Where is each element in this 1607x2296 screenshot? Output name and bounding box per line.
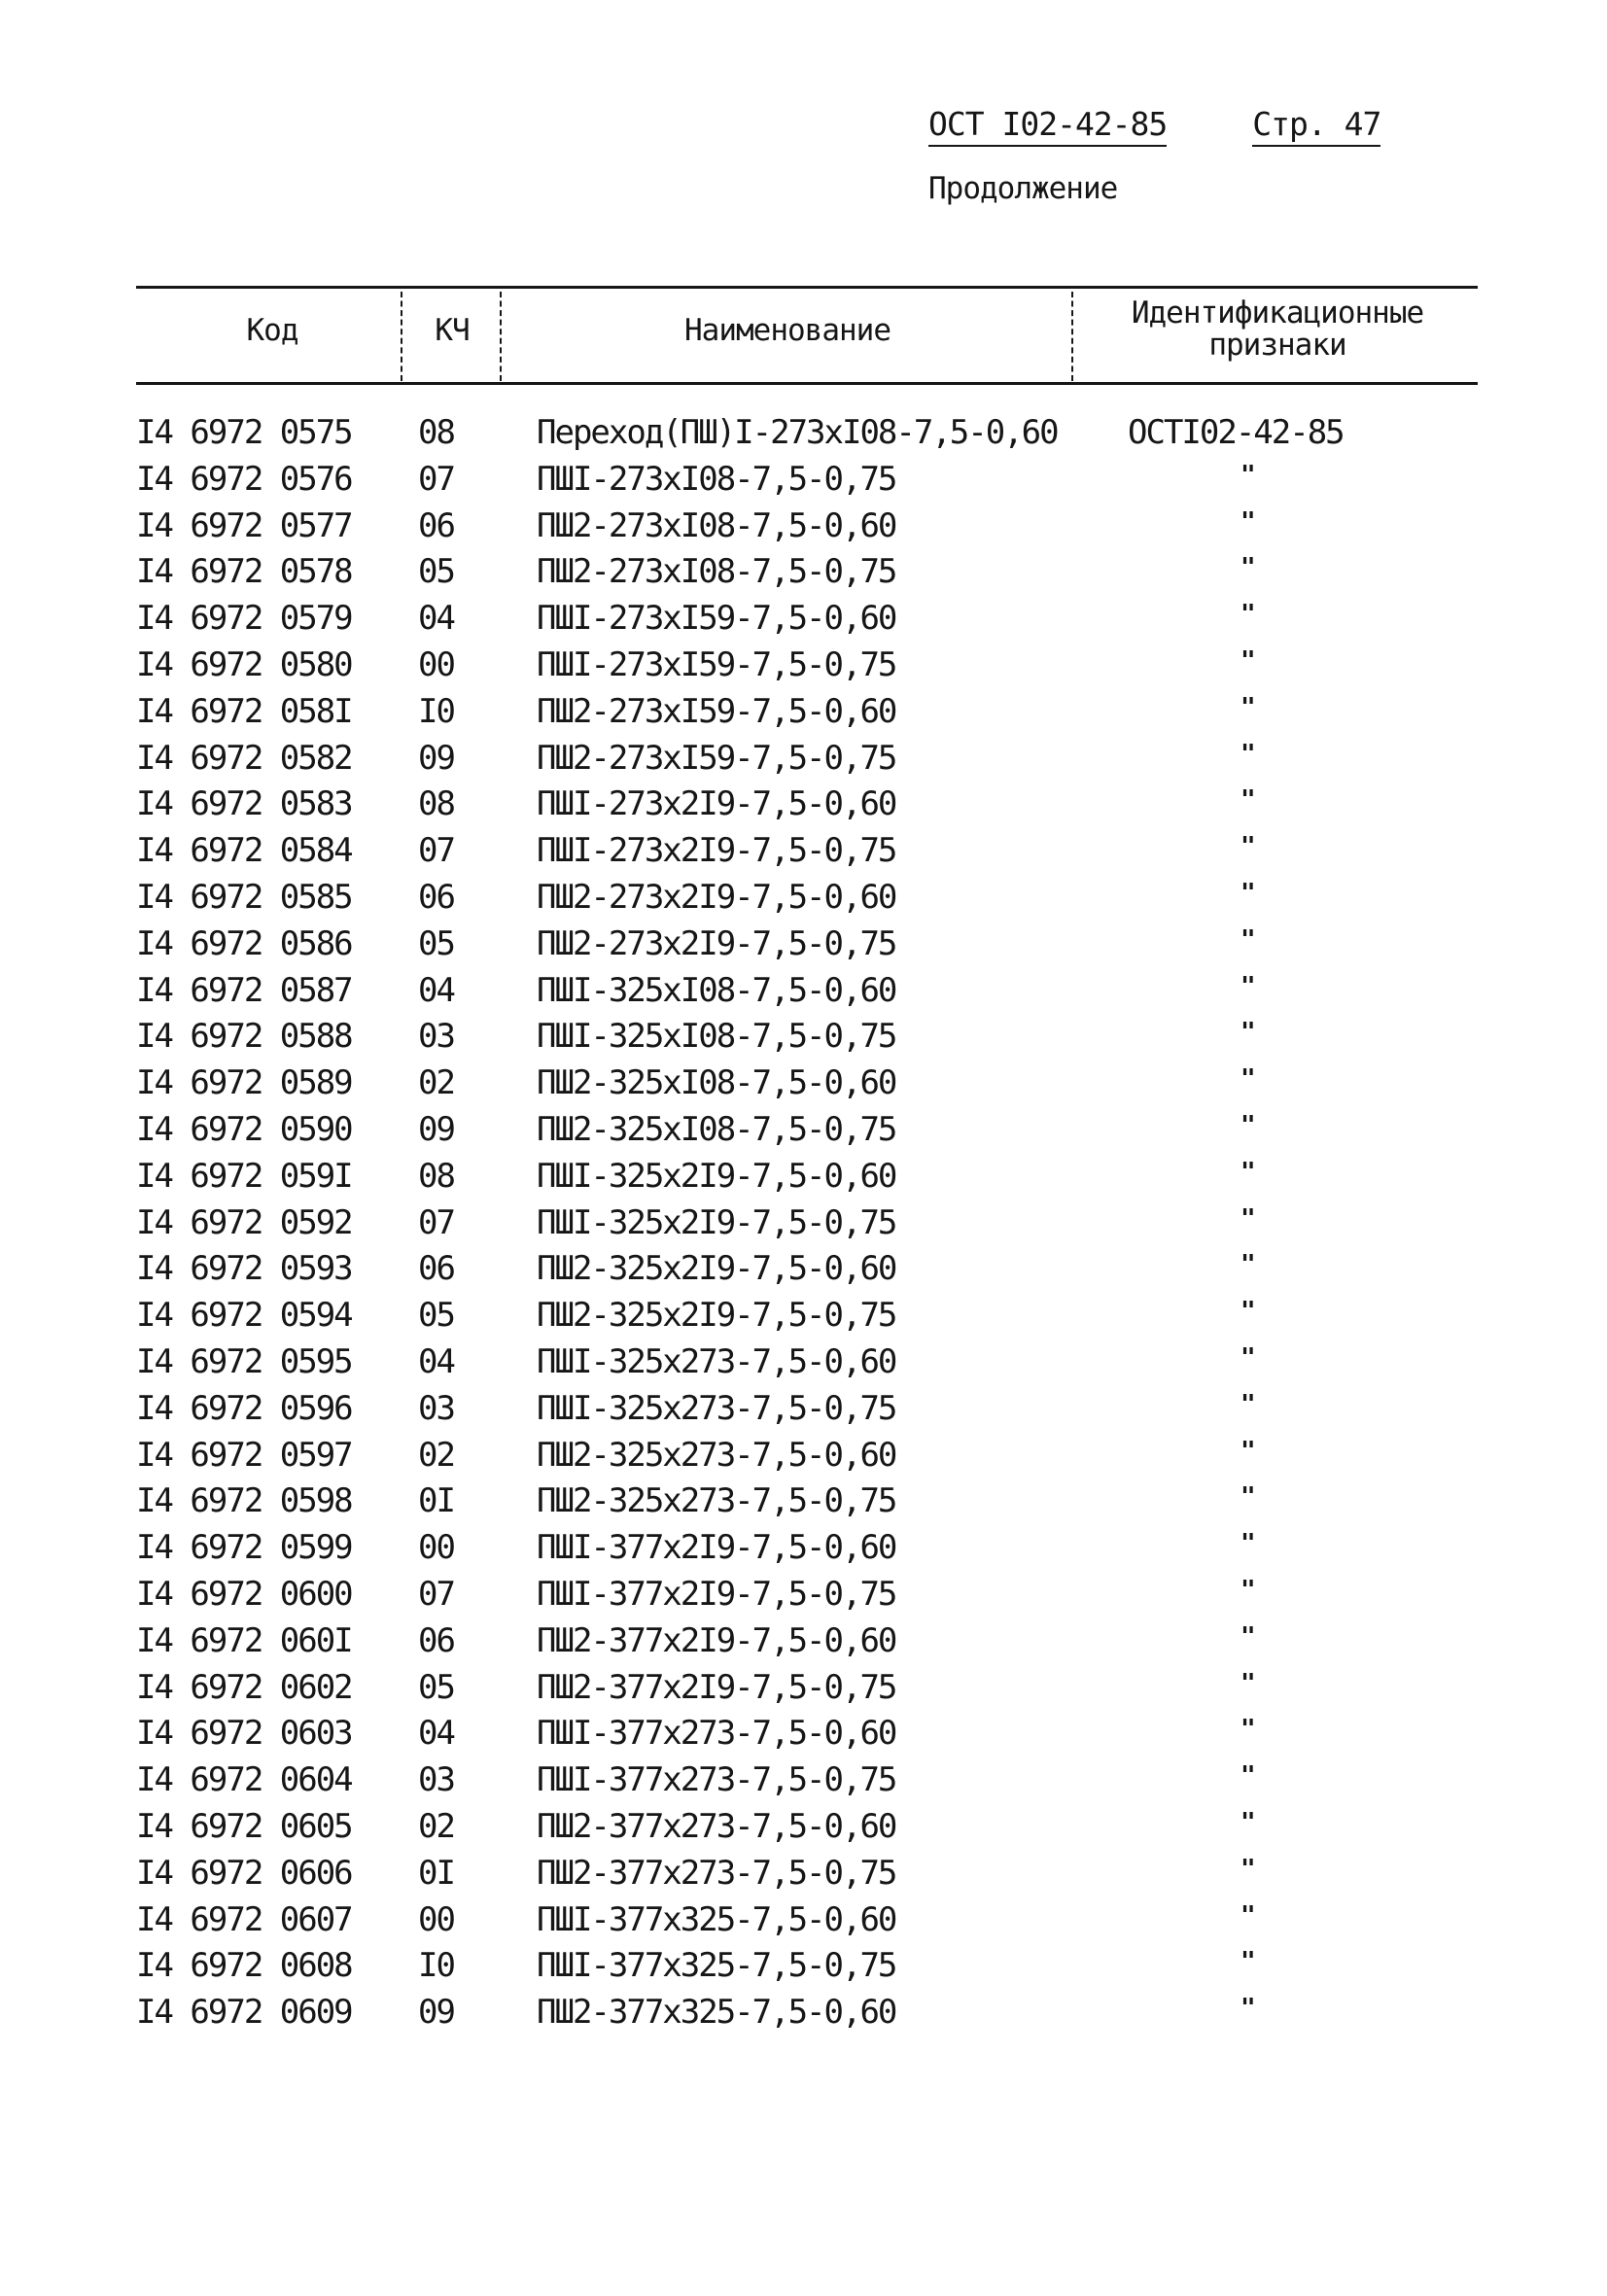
table-row <box>136 549 1478 596</box>
row-name: Переход(ПШ)I-273xI08-7,5-0,60 <box>537 413 1058 452</box>
row-ident-ditto: " <box>1240 1342 1254 1373</box>
table-row <box>136 1804 1478 1851</box>
row-code: I4 6972 0603 <box>136 1714 352 1754</box>
row-kch: 07 <box>418 459 454 499</box>
row-ident-ditto: " <box>1240 645 1254 676</box>
row-name: ПШ2-325xI08-7,5-0,60 <box>537 1063 896 1103</box>
row-name: ПШ2-273xI08-7,5-0,60 <box>537 505 896 545</box>
row-kch: 05 <box>418 1296 454 1336</box>
row-name: ПШ2-273x2I9-7,5-0,60 <box>537 877 896 917</box>
row-ident: ОСТI02-42-85 <box>1128 413 1344 452</box>
table-row <box>136 1757 1478 1804</box>
row-kch: 06 <box>418 1620 454 1660</box>
row-ident-ditto: " <box>1240 1761 1254 1792</box>
row-ident-ditto: " <box>1240 1110 1254 1140</box>
table-row <box>136 1433 1478 1479</box>
document-header <box>928 105 1380 147</box>
row-name: ПШI-377x273-7,5-0,60 <box>537 1714 896 1754</box>
row-ident-ditto: " <box>1240 1389 1254 1419</box>
table-row <box>136 1525 1478 1572</box>
row-kch: 08 <box>418 784 454 824</box>
row-kch: 06 <box>418 877 454 917</box>
row-ident-ditto: " <box>1240 1018 1254 1048</box>
row-code: I4 6972 0600 <box>136 1574 352 1614</box>
row-kch: 0I <box>418 1481 454 1521</box>
column-separator <box>500 292 502 381</box>
row-code: I4 6972 0594 <box>136 1296 352 1336</box>
row-ident-ditto: " <box>1240 739 1254 769</box>
row-kch: 04 <box>418 970 454 1010</box>
row-ident-ditto: " <box>1240 1994 1254 2024</box>
row-kch: 07 <box>418 1202 454 1242</box>
row-code: I4 6972 0576 <box>136 459 352 499</box>
row-kch: 07 <box>418 831 454 871</box>
row-kch: 06 <box>418 505 454 545</box>
table-row <box>136 1665 1478 1712</box>
row-ident-ditto: " <box>1240 1668 1254 1698</box>
table-row <box>136 1200 1478 1247</box>
table-row <box>136 968 1478 1015</box>
table-body <box>136 410 1478 2036</box>
row-name: ПШI-325x2I9-7,5-0,75 <box>537 1202 896 1242</box>
row-kch: 04 <box>418 1714 454 1754</box>
row-kch: 03 <box>418 1760 454 1800</box>
table-row <box>136 1339 1478 1386</box>
row-kch: 02 <box>418 1435 454 1475</box>
row-ident-ditto: " <box>1240 971 1254 1001</box>
column-header-ident <box>1077 297 1478 362</box>
table-row <box>136 504 1478 550</box>
row-code: I4 6972 059I <box>136 1156 352 1196</box>
row-kch: I0 <box>418 1946 454 1986</box>
column-header-ident-line1: Идентификационные <box>1131 296 1424 330</box>
row-kch: I0 <box>418 691 454 731</box>
row-kch: 05 <box>418 552 454 592</box>
row-code: I4 6972 0606 <box>136 1853 352 1893</box>
table-header-rule <box>136 382 1478 385</box>
row-ident-ditto: " <box>1240 1900 1254 1931</box>
row-ident-ditto: " <box>1240 1203 1254 1234</box>
row-name: ПШI-273x2I9-7,5-0,60 <box>537 784 896 824</box>
table-row <box>136 1897 1478 1944</box>
column-header-kch: КЧ <box>435 313 470 348</box>
row-name: ПШ2-325x2I9-7,5-0,75 <box>537 1296 896 1336</box>
table-row <box>136 1246 1478 1293</box>
row-ident-ditto: " <box>1240 1575 1254 1605</box>
row-ident-ditto: " <box>1240 1482 1254 1513</box>
row-kch: 00 <box>418 644 454 684</box>
table-row <box>136 1154 1478 1200</box>
standard-number: ОСТ I02-42-85 <box>928 105 1167 147</box>
table-row <box>136 1618 1478 1665</box>
row-kch: 09 <box>418 1109 454 1149</box>
row-code: I4 6972 0583 <box>136 784 352 824</box>
row-code: I4 6972 0605 <box>136 1806 352 1846</box>
row-name: ПШ2-377x273-7,5-0,60 <box>537 1806 896 1846</box>
row-name: ПШI-325xI08-7,5-0,75 <box>537 1017 896 1057</box>
row-name: ПШ2-325x273-7,5-0,75 <box>537 1481 896 1521</box>
row-name: ПШI-377x273-7,5-0,75 <box>537 1760 896 1800</box>
row-kch: 06 <box>418 1249 454 1289</box>
row-code: I4 6972 0580 <box>136 644 352 684</box>
row-kch: 08 <box>418 1156 454 1196</box>
row-ident-ditto: " <box>1240 1250 1254 1280</box>
continuation-label: Продолжение <box>928 171 1118 206</box>
row-ident-ditto: " <box>1240 832 1254 862</box>
row-code: I4 6972 0608 <box>136 1946 352 1986</box>
table-row <box>136 1293 1478 1339</box>
table-row <box>136 1711 1478 1757</box>
row-code: I4 6972 0578 <box>136 552 352 592</box>
row-kch: 02 <box>418 1063 454 1103</box>
row-name: ПШI-273x2I9-7,5-0,75 <box>537 831 896 871</box>
column-separator <box>1071 292 1073 381</box>
table-row <box>136 1943 1478 1990</box>
row-ident-ditto: " <box>1240 1621 1254 1652</box>
table-row <box>136 410 1478 457</box>
row-name: ПШI-377x2I9-7,5-0,60 <box>537 1528 896 1568</box>
table-row <box>136 1572 1478 1618</box>
row-name: ПШ2-325xI08-7,5-0,75 <box>537 1109 896 1149</box>
column-separator <box>401 292 402 381</box>
table-row <box>136 736 1478 783</box>
row-ident-ditto: " <box>1240 924 1254 955</box>
row-code: I4 6972 0593 <box>136 1249 352 1289</box>
row-name: ПШI-377x325-7,5-0,75 <box>537 1946 896 1986</box>
table-row <box>136 1061 1478 1107</box>
row-name: ПШ2-273xI59-7,5-0,75 <box>537 738 896 778</box>
row-ident-ditto: " <box>1240 506 1254 537</box>
row-code: I4 6972 0596 <box>136 1388 352 1428</box>
table-row <box>136 875 1478 922</box>
table-row <box>136 1386 1478 1433</box>
row-kch: 08 <box>418 413 454 452</box>
row-ident-ditto: " <box>1240 1854 1254 1884</box>
row-code: I4 6972 0590 <box>136 1109 352 1149</box>
row-ident-ditto: " <box>1240 785 1254 816</box>
row-ident-ditto: " <box>1240 1436 1254 1466</box>
row-name: ПШI-325x2I9-7,5-0,60 <box>537 1156 896 1196</box>
row-name: ПШ2-377x2I9-7,5-0,60 <box>537 1620 896 1660</box>
row-kch: 05 <box>418 1667 454 1707</box>
table-row <box>136 1478 1478 1525</box>
row-code: I4 6972 058I <box>136 691 352 731</box>
column-header-code: Код <box>246 313 298 348</box>
row-name: ПШ2-273x2I9-7,5-0,75 <box>537 923 896 963</box>
row-kch: 00 <box>418 1899 454 1939</box>
table-row <box>136 828 1478 875</box>
row-kch: 09 <box>418 738 454 778</box>
row-code: I4 6972 0595 <box>136 1341 352 1381</box>
row-kch: 0I <box>418 1853 454 1893</box>
row-name: ПШ2-273xI08-7,5-0,75 <box>537 552 896 592</box>
row-code: I4 6972 0599 <box>136 1528 352 1568</box>
row-ident-ditto: " <box>1240 1529 1254 1559</box>
row-ident-ditto: " <box>1240 600 1254 630</box>
row-name: ПШI-273xI59-7,5-0,60 <box>537 599 896 639</box>
table-row <box>136 1851 1478 1897</box>
table-row <box>136 1107 1478 1154</box>
row-name: ПШ2-325x2I9-7,5-0,60 <box>537 1249 896 1289</box>
table-row <box>136 596 1478 643</box>
row-kch: 05 <box>418 923 454 963</box>
row-ident-ditto: " <box>1240 692 1254 722</box>
table-top-rule <box>136 286 1478 289</box>
row-code: I4 6972 0598 <box>136 1481 352 1521</box>
row-code: I4 6972 0602 <box>136 1667 352 1707</box>
row-ident-ditto: " <box>1240 1715 1254 1745</box>
row-ident-ditto: " <box>1240 460 1254 490</box>
row-code: I4 6972 0588 <box>136 1017 352 1057</box>
row-code: I4 6972 0589 <box>136 1063 352 1103</box>
row-code: I4 6972 060I <box>136 1620 352 1660</box>
table-row <box>136 689 1478 736</box>
column-header-ident-line2: признаки <box>1208 328 1346 363</box>
row-code: I4 6972 0579 <box>136 599 352 639</box>
table-row <box>136 1014 1478 1061</box>
row-ident-ditto: " <box>1240 1807 1254 1837</box>
row-name: ПШ2-273xI59-7,5-0,60 <box>537 691 896 731</box>
row-code: I4 6972 0586 <box>136 923 352 963</box>
row-kch: 03 <box>418 1017 454 1057</box>
row-ident-ditto: " <box>1240 1297 1254 1327</box>
row-code: I4 6972 0587 <box>136 970 352 1010</box>
row-name: ПШI-377x2I9-7,5-0,75 <box>537 1574 896 1614</box>
row-name: ПШI-377x325-7,5-0,60 <box>537 1899 896 1939</box>
row-code: I4 6972 0575 <box>136 413 352 452</box>
row-code: I4 6972 0597 <box>136 1435 352 1475</box>
row-code: I4 6972 0584 <box>136 831 352 871</box>
row-ident-ditto: " <box>1240 1947 1254 1977</box>
row-code: I4 6972 0592 <box>136 1202 352 1242</box>
row-name: ПШ2-377x325-7,5-0,60 <box>537 1993 896 2033</box>
row-kch: 02 <box>418 1806 454 1846</box>
table-row <box>136 782 1478 828</box>
column-header-name: Наименование <box>684 313 891 348</box>
table-row <box>136 643 1478 689</box>
row-code: I4 6972 0582 <box>136 738 352 778</box>
row-ident-ditto: " <box>1240 1157 1254 1187</box>
row-ident-ditto: " <box>1240 878 1254 908</box>
row-kch: 04 <box>418 1341 454 1381</box>
row-code: I4 6972 0604 <box>136 1760 352 1800</box>
row-name: ПШI-325xI08-7,5-0,60 <box>537 970 896 1010</box>
table-row <box>136 457 1478 504</box>
row-kch: 04 <box>418 599 454 639</box>
row-name: ПШ2-377x2I9-7,5-0,75 <box>537 1667 896 1707</box>
table-row <box>136 922 1478 968</box>
row-kch: 03 <box>418 1388 454 1428</box>
row-name: ПШI-325x273-7,5-0,60 <box>537 1341 896 1381</box>
row-code: I4 6972 0607 <box>136 1899 352 1939</box>
row-ident-ditto: " <box>1240 553 1254 583</box>
row-code: I4 6972 0577 <box>136 505 352 545</box>
row-kch: 09 <box>418 1993 454 2033</box>
row-name: ПШI-273xI08-7,5-0,75 <box>537 459 896 499</box>
row-kch: 07 <box>418 1574 454 1614</box>
row-name: ПШI-273xI59-7,5-0,75 <box>537 644 896 684</box>
row-code: I4 6972 0585 <box>136 877 352 917</box>
table-row <box>136 1990 1478 2036</box>
row-name: ПШ2-325x273-7,5-0,60 <box>537 1435 896 1475</box>
row-name: ПШ2-377x273-7,5-0,75 <box>537 1853 896 1893</box>
row-ident-ditto: " <box>1240 1064 1254 1095</box>
row-name: ПШI-325x273-7,5-0,75 <box>537 1388 896 1428</box>
page-number: Стр. 47 <box>1252 105 1380 147</box>
row-code: I4 6972 0609 <box>136 1993 352 2033</box>
row-kch: 00 <box>418 1528 454 1568</box>
